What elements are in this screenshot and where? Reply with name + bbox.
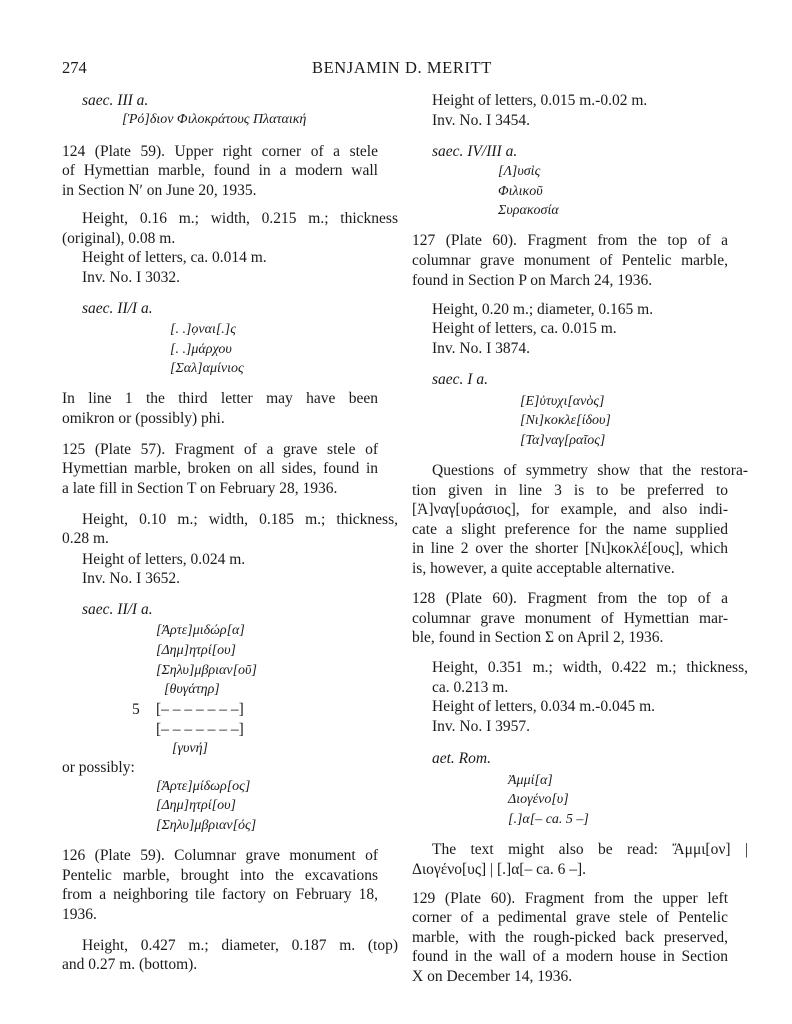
left-column-line: (original), 0.08 m. xyxy=(62,230,176,247)
left-column-line: of Hymettian marble, found in a modern wall xyxy=(62,162,378,179)
right-column-line: [Νι]κοκλε[ίδου] xyxy=(520,413,611,428)
right-column-line: ca. 0.213 m. xyxy=(432,679,509,696)
left-column-line: omikron or (possibly) phi. xyxy=(62,410,225,427)
left-column-line: [– – – – – – –] xyxy=(156,721,244,738)
right-column-line: Συρακοσία xyxy=(498,203,559,218)
right-column-line: X on December 14, 1936. xyxy=(412,968,573,985)
right-column-line: [Ἀ]ναγ[υράσιος], for example, and also indi- xyxy=(412,501,728,518)
page-number: 274 xyxy=(62,58,87,77)
right-column-line: saec. I a. xyxy=(432,371,488,388)
left-column-line: Inv. No. I 3652. xyxy=(82,570,181,587)
right-column-line: saec. IV/III a. xyxy=(432,143,518,160)
right-column-line: Height of letters, 0.015 m.-0.02 m. xyxy=(432,92,648,109)
right-column-line: columnar grave monument of Hymettian mar- xyxy=(412,610,728,627)
right-column-line: Height, 0.351 m.; width, 0.422 m.; thickness, xyxy=(432,659,748,676)
right-column-line: Height, 0.20 m.; diameter, 0.165 m. xyxy=(432,301,654,318)
right-column-line: is, however, a quite acceptable alternative. xyxy=(412,560,675,577)
right-column-line: Φιλικοῦ xyxy=(498,184,543,199)
right-column-line: tion given in line 3 is to be preferred to xyxy=(412,482,728,499)
running-head: BENJAMIN D. MERITT xyxy=(312,58,492,77)
left-column-line: Height, 0.10 m.; width, 0.185 m.; thickness, xyxy=(82,511,398,528)
left-column-line: and 0.27 m. (bottom). xyxy=(62,956,198,973)
left-column-line: Height, 0.427 m.; diameter, 0.187 m. (top) xyxy=(82,937,398,954)
left-column-line: In line 1 the third letter may have been xyxy=(62,390,378,407)
left-column-line: saec. III a. xyxy=(82,92,149,109)
left-column-line: 1936. xyxy=(62,906,97,923)
left-column-line: [Δημ]ητρί[ου] xyxy=(156,643,236,658)
left-column-line: Inv. No. I 3032. xyxy=(82,269,181,286)
right-column-line: columnar grave monument of Pentelic marble, xyxy=(412,252,728,269)
left-column-line: in Section Nʹ on June 20, 1935. xyxy=(62,182,257,199)
right-column-line: 127 (Plate 60). Fragment from the top of a xyxy=(412,232,728,249)
right-column-line: found in the wall of a modern house in Section xyxy=(412,948,728,965)
left-column-line: [γυνή] xyxy=(172,741,208,756)
left-column-line: saec. II/I a. xyxy=(82,601,153,618)
right-column-line: Height of letters, 0.034 m.-0.045 m. xyxy=(432,698,655,715)
left-column-line: [Σαλ]αμίνιος xyxy=(170,361,244,376)
right-column-line: Height of letters, ca. 0.015 m. xyxy=(432,320,617,337)
right-column-line: aet. Rom. xyxy=(432,750,491,767)
left-column-line: saec. II/I a. xyxy=(82,300,153,317)
right-column-line: cate a slight preference for the name supplied xyxy=(412,521,728,538)
right-column-line: Inv. No. I 3957. xyxy=(432,718,531,735)
left-column-line: [Σηλυ]μβριαν[οῦ] xyxy=(156,663,257,678)
right-column-line: ble, found in Section Σ on April 2, 1936. xyxy=(412,629,664,646)
left-column-line: [. .]μάρχου xyxy=(170,342,232,357)
right-column-line: marble, with the rough-picked back preserved, xyxy=(412,929,728,946)
right-column-line: Ἀμμί[α] xyxy=(508,773,553,788)
left-column-line: 5 xyxy=(132,701,140,718)
left-column-line: [Ῥό]διον Φιλοκράτους Πλαταική xyxy=(122,112,307,127)
left-column-line: [θυγάτηρ] xyxy=(164,682,220,697)
left-column-line: [Ἀρτε]μίδωρ[ος] xyxy=(156,779,251,794)
right-column-line: Inv. No. I 3874. xyxy=(432,340,531,357)
left-column-line: 125 (Plate 57). Fragment of a grave stele of xyxy=(62,441,378,458)
left-column-line: a late fill in Section T on February 28, 1936. xyxy=(62,480,338,497)
right-column-line: Inv. No. I 3454. xyxy=(432,112,531,129)
left-column-line: or possibly: xyxy=(62,759,135,776)
left-column-line: Height of letters, 0.024 m. xyxy=(82,551,246,568)
right-column-line: 128 (Plate 60). Fragment from the top of a xyxy=(412,590,728,607)
right-column-line: Διογένο[υ] xyxy=(508,792,569,807)
left-column-line: Hymettian marble, broken on all sides, found in xyxy=(62,460,378,477)
left-column-line: 0.28 m. xyxy=(62,530,109,547)
right-column-line: [Ε]ὐτυχι[ανὸς] xyxy=(520,394,605,409)
right-column-line: in line 2 over the shorter [Νι]κοκλέ[ους], which xyxy=(412,540,728,557)
left-column-line: Height of letters, ca. 0.014 m. xyxy=(82,249,267,266)
left-column-line: [Σηλυ]μβριαν[ός] xyxy=(156,818,257,833)
left-column-line: [Δημ]ητρί[ου] xyxy=(156,798,236,813)
left-column-line: Height, 0.16 m.; width, 0.215 m.; thickness xyxy=(82,210,398,227)
left-column-line: [– – – – – – –] xyxy=(156,701,244,718)
right-column-line: 129 (Plate 60). Fragment from the upper left xyxy=(412,890,728,907)
right-column-line: Διογένο[υς] | [.]α[– ca. 6 –]. xyxy=(412,861,587,878)
right-column-line: [Λ]υσὶς xyxy=(498,164,541,179)
right-column-line: [Τα]ναγ[ραῖος] xyxy=(520,433,606,448)
left-column-line: from a neighboring tile factory on February 18, xyxy=(62,886,378,903)
right-column-line: The text might also be read: Ἄμμι[ον] | xyxy=(432,841,748,858)
left-column-line: Pentelic marble, brought into the excavations xyxy=(62,867,378,884)
right-column-line: corner of a pedimental grave stele of Pentelic xyxy=(412,909,728,926)
left-column-line: [. .]ọναι[.]ς xyxy=(170,322,236,337)
left-column-line: 124 (Plate 59). Upper right corner of a stele xyxy=(62,143,378,160)
right-column-line: Questions of symmetry show that the restora- xyxy=(432,462,748,479)
right-column-line: found in Section P on March 24, 1936. xyxy=(412,272,653,289)
right-column-line: [.]α[– ca. 5 –] xyxy=(508,812,589,827)
left-column-line: 126 (Plate 59). Columnar grave monument of xyxy=(62,847,378,864)
left-column-line: [Ἀρτε]μιδώρ[α] xyxy=(156,623,245,638)
